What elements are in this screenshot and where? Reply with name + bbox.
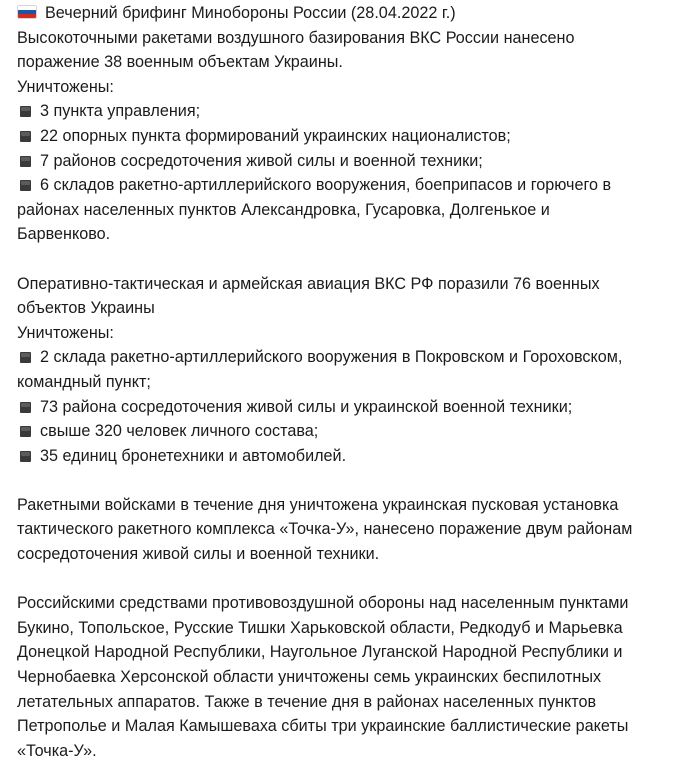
paragraph-line: летательных аппаратов. Также в течение дня в районах населенных пунктов [17,692,597,711]
paragraph-line: Букино, Топольское, Русские Тишки Харьковской области, Редкодуб и Марьевка [17,618,623,637]
list-item-text: свыше 320 человек личного состава; [40,422,319,441]
black-square-bullet-icon [20,426,31,437]
black-square-bullet-icon [20,180,31,191]
post-title [17,1,689,26]
black-square-bullet-icon [20,451,31,462]
paragraph-line: Ракетными войсками в течение дня уничтожена украинская пусковая установка [17,495,619,514]
list-item-text: 73 района сосредоточения живой силы и украинской военной техники; [40,397,573,416]
list-item-continuation: Барвенково. [17,225,111,244]
list-item-text: 6 складов ракетно-артиллерийского вооружения, боеприпасов и горючего в [40,176,612,195]
paragraph-line: сосредоточения живой силы и военной техники. [17,545,380,564]
list-item [17,124,689,149]
black-square-bullet-icon [20,106,31,117]
russia-flag-icon [17,5,37,19]
paragraph-line: объектов Украины [17,299,155,318]
paragraph-line: тактического ракетного комплекса «Точка-У», нанесено поражение двум районам [17,520,633,539]
list-item [17,345,689,370]
list-item [17,444,689,469]
list-item [17,99,689,124]
list-item-continuation: командный пункт; [17,372,151,391]
paragraph-line: «Точка-У». [17,741,97,760]
list-item [17,149,689,174]
paragraph-line: Высокоточными ракетами воздушного базирования ВКС России нанесено [17,28,575,47]
list-item-text: 7 районов сосредоточения живой силы и военной техники; [40,151,483,170]
destroyed-label: Уничтожены: [17,77,114,96]
black-square-bullet-icon [20,352,31,363]
list-item [17,419,689,444]
paragraph-gap [17,468,689,493]
list-item-text: 22 опорных пункта формирований украинских националистов; [40,126,511,145]
black-square-bullet-icon [20,402,31,413]
paragraph-line: Оперативно-тактическая и армейская авиация ВКС РФ поразили 76 военных [17,274,600,293]
paragraph-gap [17,567,689,592]
black-square-bullet-icon [20,131,31,142]
paragraph-line: Донецкой Народной Республики, Наугольное Луганской Народной Республики и [17,643,623,662]
black-square-bullet-icon [20,156,31,167]
list-item-text: 3 пункта управления; [40,102,201,121]
briefing-post [17,1,689,763]
list-item [17,173,689,198]
list-item-text: 35 единиц бронетехники и автомобилей. [40,446,347,465]
destroyed-label: Уничтожены: [17,323,114,342]
list-item-continuation: районах населенных пунктов Александровка, Гусаровка, Долгенькое и [17,200,550,219]
list-item-text: 2 склада ракетно-артиллерийского вооружения в Покровском и Гороховском, [40,348,623,367]
paragraph-line: Петрополье и Малая Камышеваха сбиты три украинские баллистические ракеты [17,717,629,736]
post-title-text: Вечерний брифинг Минобороны России (28.04.2022 г.) [45,4,456,22]
paragraph-line: Чернобаевка Херсонской области уничтожены семь украинских беспилотных [17,668,602,687]
list-item [17,395,689,420]
paragraph-gap [17,247,689,272]
paragraph-line: Российскими средствами противовоздушной обороны над населенным пунктами [17,594,629,613]
paragraph-line: поражение 38 военным объектам Украины. [17,53,343,72]
